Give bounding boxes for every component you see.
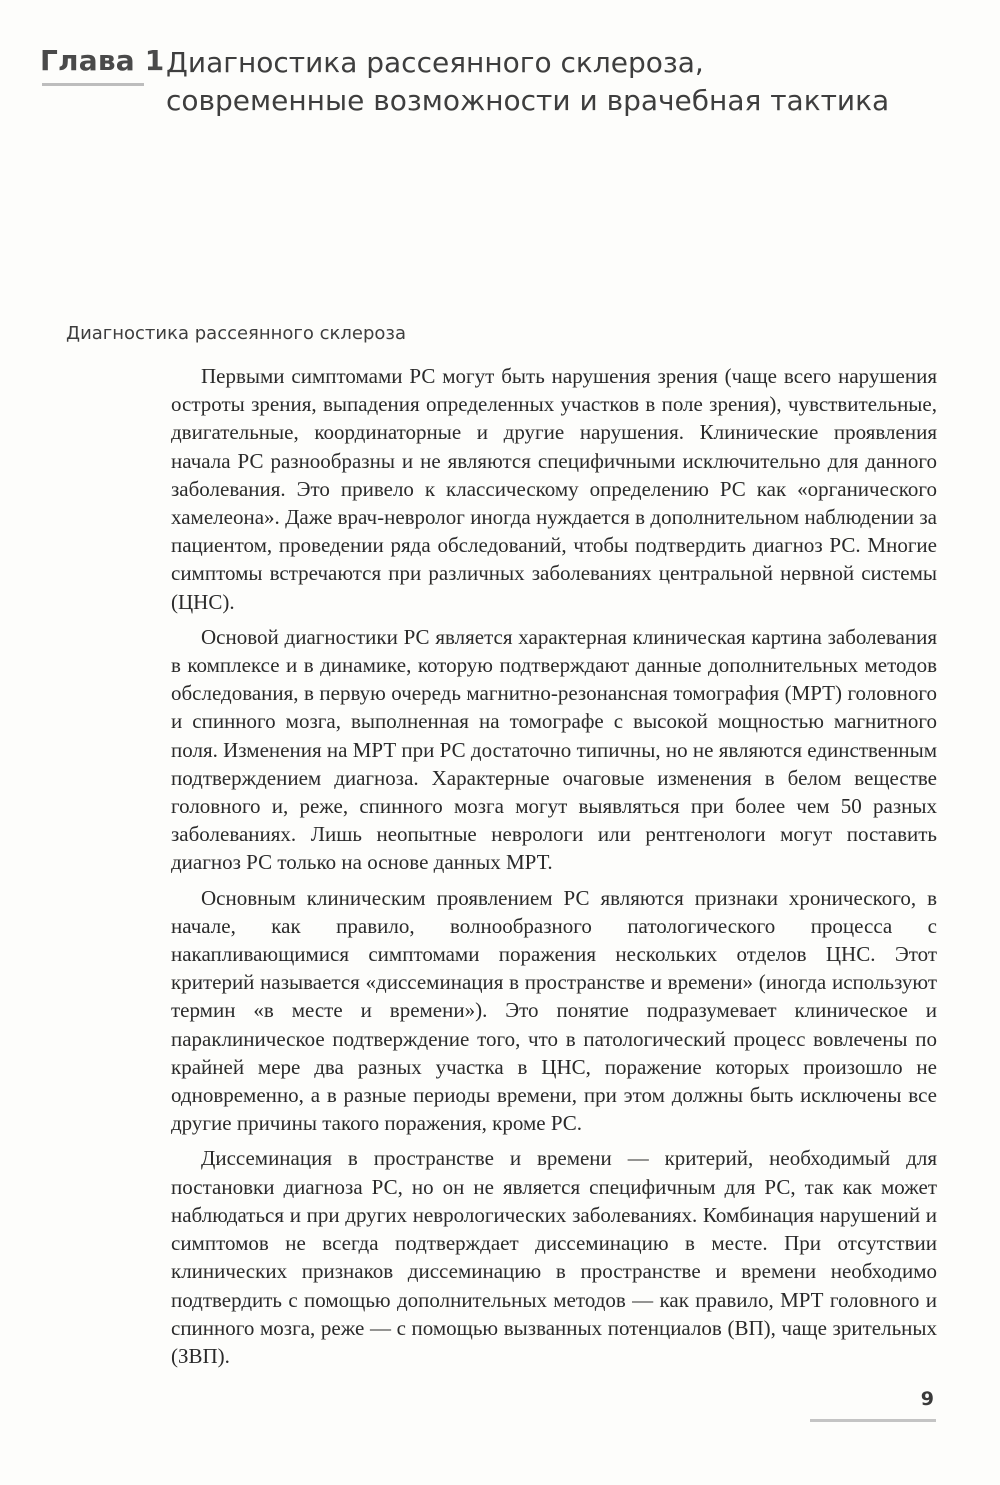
page-number-underline [810, 1419, 936, 1422]
chapter-title-line-1: Диагностика рассеянного склероза, [166, 46, 704, 79]
paragraph-4: Диссеминация в пространстве и времени — критерий, необходимый для постановки диагноза РС, но он не является специфичным для РС, так как может наблюдаться и при других неврологических заболеваниях. Комбинация нарушений и симптомов не всегда подтверждает диссеминацию в месте. При отсутствии клинических признаков диссеминацию в пространстве и времени необходимо подтвердить с помощью дополнительных методов — как правило, МРТ головного и спинного мозга, реже — с помощью вызванных потенциалов (ВП), чаще зрительных (ЗВП). [171, 1146, 937, 1368]
paragraph-2: Основой диагностики РС является характерная клиническая картина заболевания в комплексе и в динамике, которую подтверждают данные дополнительных методов обследования, в первую очередь магнитно-резонансная томография (МРТ) головного и спинного мозга, выполненная на томографе с высокой мощностью магнитного поля. Изменения на МРТ при РС достаточно типичны, но не являются единственным подтверждением диагноза. Характерные очаговые изменения в белом веществе головного и, реже, спинного мозга могут выявляться при более чем 50 разных заболеваниях. Лишь неопытные неврологи или рентгенологи могут поставить диагноз РС только на основе данных МРТ. [171, 624, 937, 875]
chapter-title-line-2: современные возможности и врачебная тактика [166, 84, 890, 117]
chapter-label: Глава 1 [40, 44, 165, 77]
paragraph-3: Основным клиническим проявлением РС являются признаки хронического, в начале, как правило, волнообразного патологического процесса с накапливающимися симптомами поражения нескольких отделов ЦНС. Этот критерий называется «диссеминация в пространстве и времени» (иногда используют термин «в месте и времени»). Это понятие подразумевает клиническое и параклиническое подтверждение того, что в патологический процесс вовлечены по крайней мере два разных участка в ЦНС, поражение которых произошло не одновременно, а в разные периоды времени, при этом должны быть исключены все другие причины такого поражения, кроме РС. [171, 885, 937, 1136]
section-heading: Диагностика рассеянного склероза [66, 323, 407, 344]
body-text [171, 362, 937, 1377]
page-number: 9 [920, 1388, 934, 1410]
chapter-label-underline [42, 83, 144, 86]
paragraph-1: Первыми симптомами РС могут быть нарушения зрения (чаще всего нарушения остроты зрения, выпадения определенных участков в поле зрения), чувствительные, двигательные, координаторные и другие нарушения. Клинические проявления начала РС разнообразны и не являются специфичными исключительно для данного заболевания. Это привело к классическому определению РС как «органического хамелеона». Даже врач-невролог иногда нуждается в дополнительном наблюдении за пациентом, проведении ряда обследований, чтобы подтвердить диагноз РС. Многие симптомы встречаются при различных заболеваниях центральной нервной системы (ЦНС). [171, 364, 937, 614]
chapter-title [166, 44, 966, 120]
